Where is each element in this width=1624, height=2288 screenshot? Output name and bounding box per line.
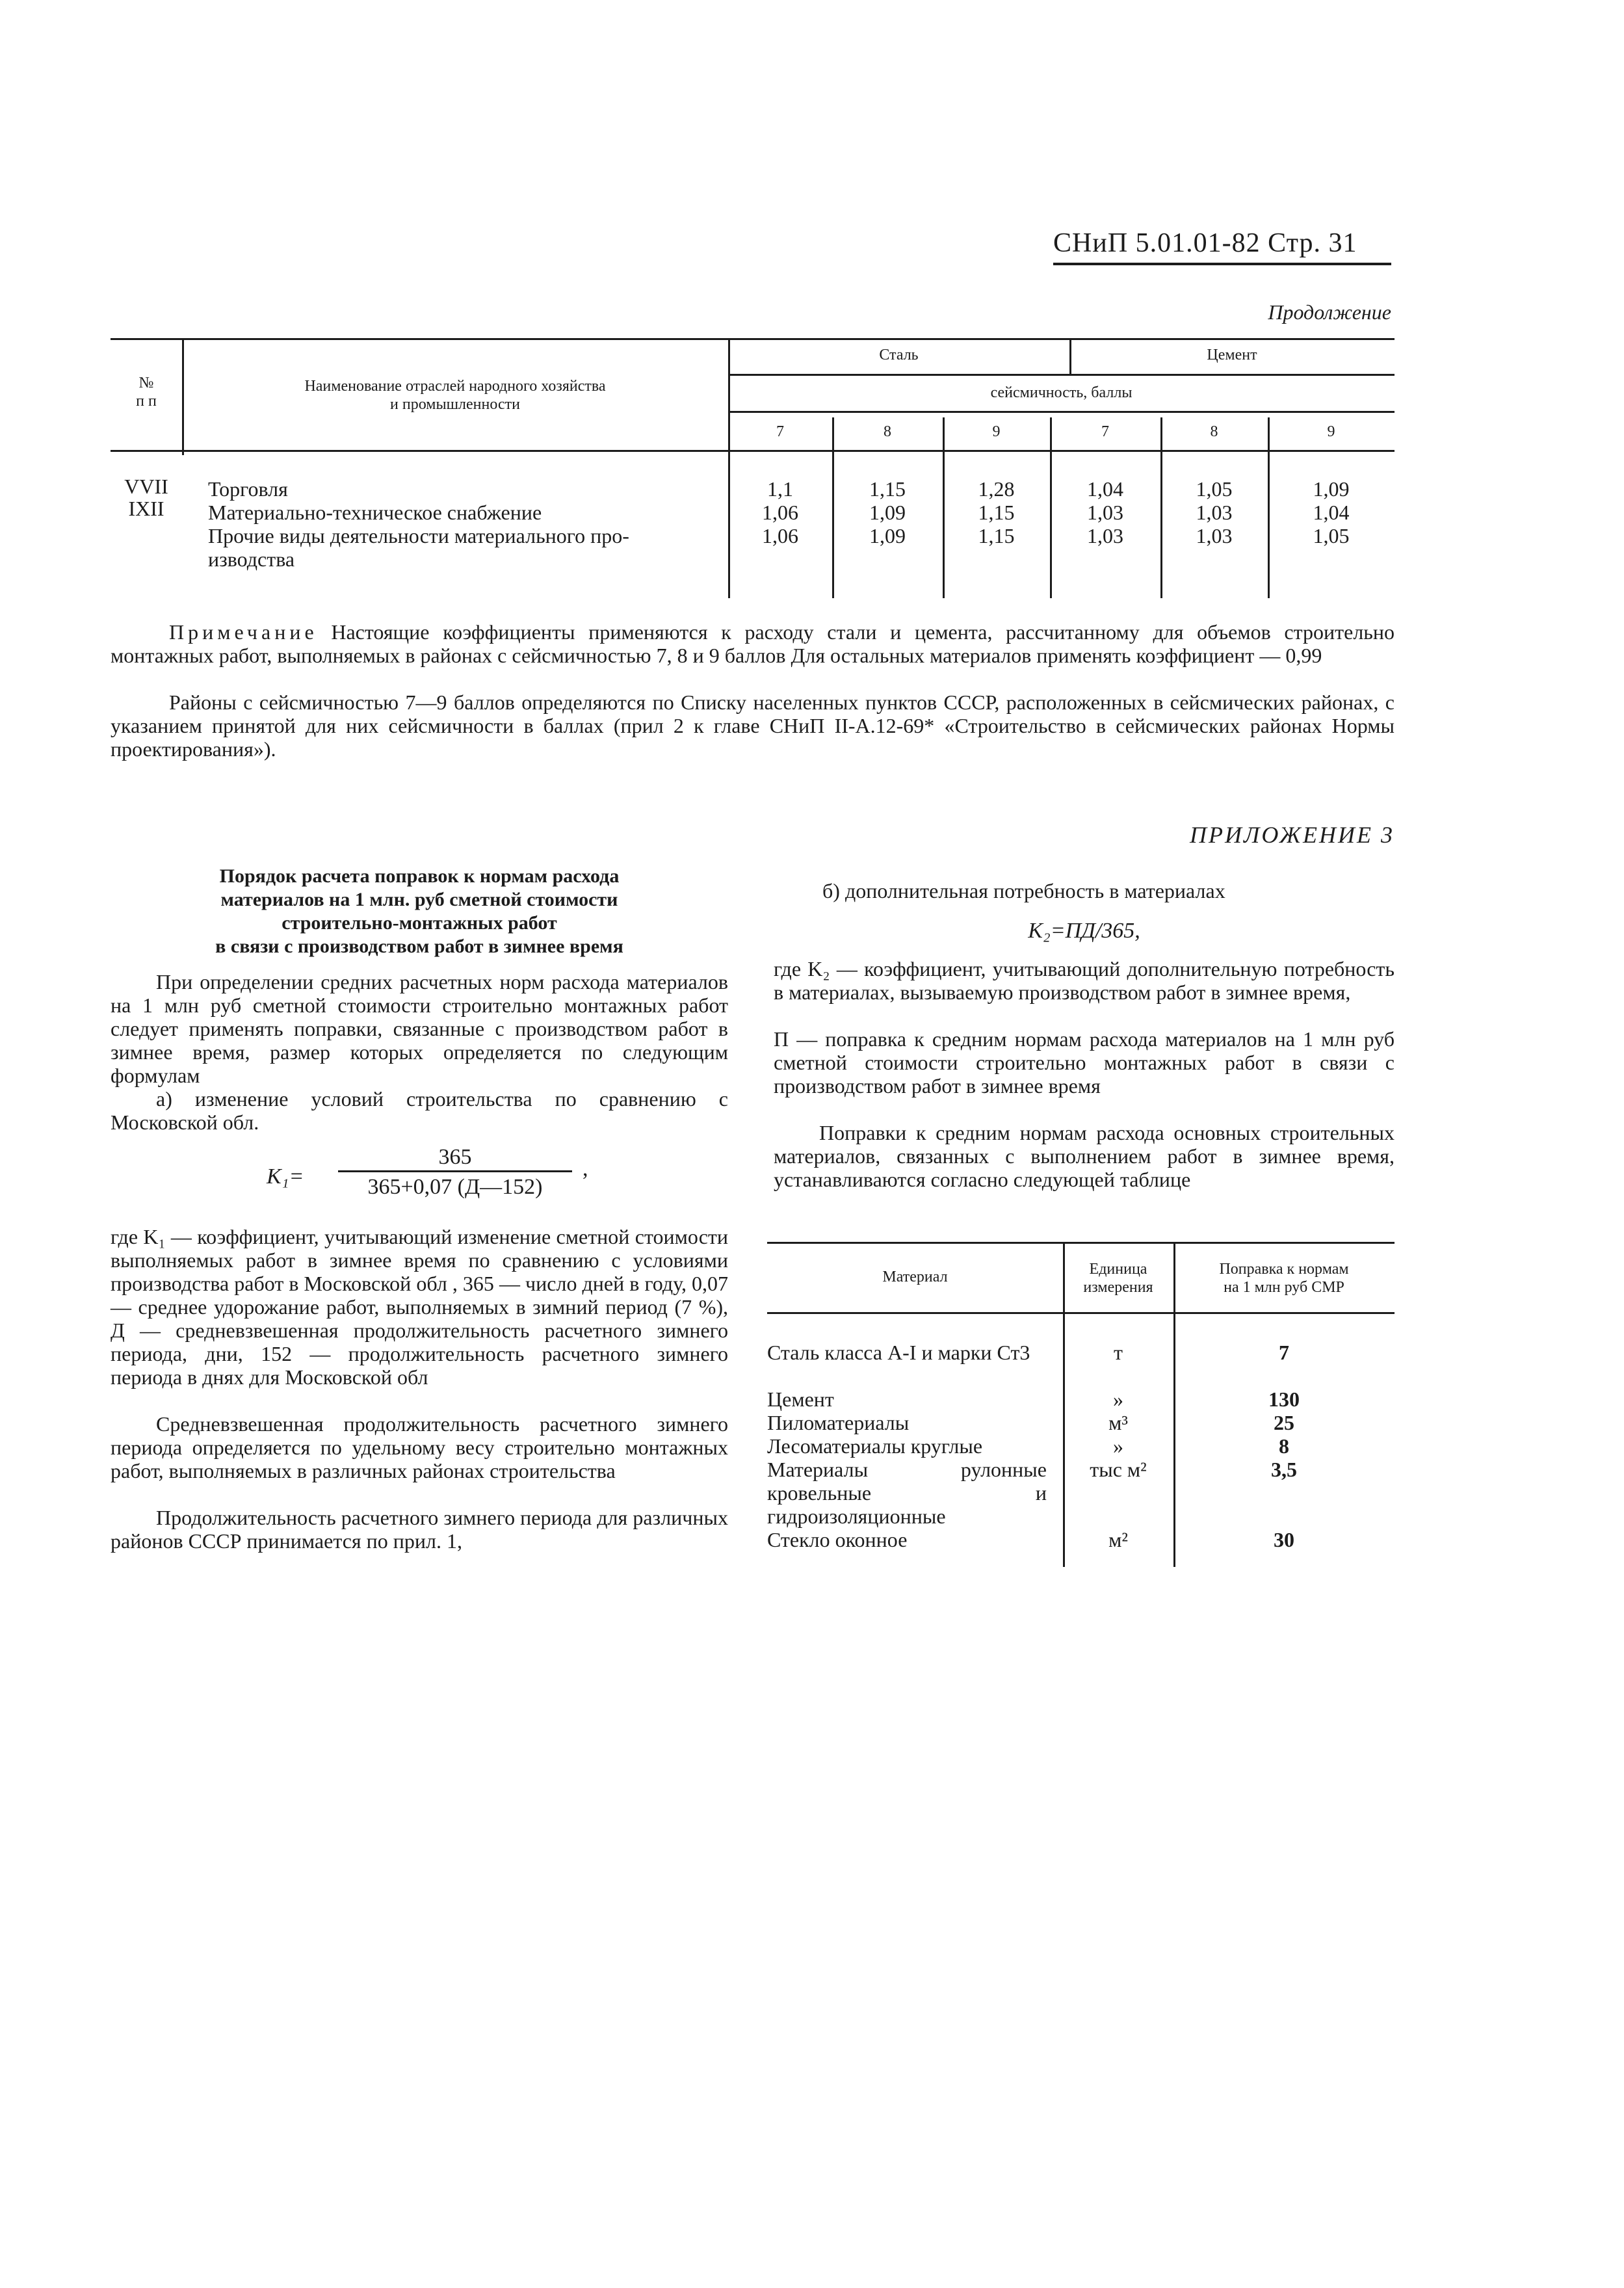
- materials-table: [767, 1242, 1395, 1567]
- table-cell: 1,1: [767, 477, 793, 501]
- body-paragraph: Средневзвешенная продолжительность расчетного зимнего периода определяется по удельному весу строительно монтажных работ, выполняемых в различных районах строительства: [111, 1412, 728, 1482]
- table-header-material: Материал: [882, 1269, 948, 1285]
- section-title-line: строительно-монтажных работ: [282, 912, 557, 934]
- material-name: Пиломатериалы: [767, 1411, 910, 1434]
- body-paragraph: При определении средних расчетных норм расхода материалов на 1 млн руб сметной стоимости строительно монтажных работ следует применять поправки, связанные с производством работ в зимнее время, размер которых определяется по следующим формулам: [111, 970, 728, 1087]
- table-cell: 1,05: [1313, 524, 1350, 547]
- table-header-name: Наименование отраслей народного хозяйства и промышленности: [304, 378, 606, 413]
- material-unit: тыс м²: [1090, 1458, 1147, 1481]
- material-name: Цемент: [767, 1387, 834, 1411]
- material-name: Материалы рулонные кровельные и гидроизоляционные: [767, 1458, 1047, 1528]
- table-header-unit: Единица измерения: [1083, 1261, 1153, 1296]
- material-value: 130: [1268, 1387, 1300, 1411]
- material-value: 25: [1274, 1411, 1294, 1434]
- table-cell: 1,03: [1087, 524, 1123, 547]
- table-row-num: IXII: [128, 497, 164, 520]
- material-name: Лесоматериалы круглые: [767, 1434, 983, 1458]
- material-unit: м³: [1108, 1411, 1128, 1434]
- table-cell: 1,03: [1196, 524, 1233, 547]
- material-unit: »: [1113, 1434, 1123, 1458]
- table-cell: 1,04: [1313, 501, 1350, 524]
- section-title-line: в связи с производством работ в зимнее время: [215, 936, 623, 957]
- material-value: 30: [1274, 1528, 1294, 1551]
- body-paragraph: б) дополнительная потребность в материалах: [822, 879, 1225, 902]
- table-header-correction: Поправка к нормам на 1 млн руб СМР: [1219, 1261, 1349, 1296]
- note-paragraph: [111, 620, 1395, 667]
- table-subheader-cell: 7: [1101, 423, 1109, 440]
- fraction-bar: [338, 1170, 572, 1172]
- table-cell: 1,03: [1196, 501, 1233, 524]
- formula-k1-lhs: K₁=: [267, 1164, 304, 1189]
- material-name: Стекло оконное: [767, 1528, 908, 1551]
- formula-k1-tail: ,: [583, 1157, 588, 1181]
- note-label: Примечание: [169, 620, 318, 644]
- table-header-steel: Сталь: [879, 347, 919, 363]
- formula-k1-numerator: 365: [438, 1145, 472, 1169]
- body-paragraph: где K₁ — коэффициент, учитывающий изменение сметной стоимости выполняемых работ в зимнее время по сравнению с условиями производства работ в Московской обл , 365 — число дней в году, 0,07 — среднее удорожание работ, выполняемых в зимний период (7 %), Д — средневзвешенная продолжительность расчетного зимнего периода, дни, 152 — продолжительность расчетного зимнего периода в днях для Московской обл: [111, 1225, 728, 1389]
- table-cell: 1,15: [978, 501, 1015, 524]
- appendix-label: ПРИЛОЖЕНИЕ 3: [1190, 822, 1395, 848]
- table-row-name: Торговля: [208, 477, 288, 501]
- note-paragraph-regions: Районы с сейсмичностью 7—9 баллов определяются по Списку населенных пунктов СССР, расположенных в сейсмических районах, с указанием принятой для них сейсмичности в баллах (прил 2 к главе СНиП II-А.12-69* «Строительство в сейсмических районах Нормы проектирования»).: [111, 690, 1395, 761]
- material-value: 7: [1279, 1341, 1289, 1364]
- note-text: Настоящие коэффициенты применяются к расходу стали и цемента, рассчитанному для объемов строительно монтажных работ, выполняемых в районах с сейсмичностью 7, 8 и 9 баллов Для остальных материалов применять коэффициент — 0,99: [111, 620, 1395, 667]
- formula-k1-denominator: 365+0,07 (Д—152): [367, 1175, 543, 1199]
- table-row-name: Прочие виды деятельности материального про- изводства: [208, 524, 629, 571]
- continuation-label: Продолжение: [1268, 300, 1391, 324]
- body-paragraph: а) изменение условий строительства по сравнению с Московской обл.: [111, 1087, 728, 1134]
- table-header-num: № п п: [136, 375, 157, 410]
- body-paragraph: Продолжительность расчетного зимнего периода для различных районов СССР принимается по прил. 1,: [111, 1506, 728, 1553]
- table-subheader-cell: 8: [884, 423, 891, 440]
- table-subheader-cell: 9: [992, 423, 1001, 440]
- header-rule: [1053, 263, 1391, 265]
- section-title-line: Порядок расчета поправок к нормам расхода: [219, 865, 620, 887]
- table-subheader-cell: 9: [1327, 423, 1335, 440]
- material-unit: т: [1114, 1341, 1123, 1364]
- table-cell: 1,04: [1087, 477, 1123, 501]
- body-paragraph: где K₂ — коэффициент, учитывающий дополнительную потребность в материалах, вызываемую производством работ в зимнее время,: [774, 957, 1395, 1004]
- table-header-seismic: сейсмичность, баллы: [990, 384, 1133, 401]
- material-unit: м²: [1108, 1528, 1128, 1551]
- material-unit: »: [1113, 1387, 1123, 1411]
- coefficient-table: [111, 338, 1395, 598]
- material-value: 8: [1279, 1434, 1289, 1458]
- table-cell: 1,09: [1313, 477, 1350, 501]
- table-subheader-cell: 8: [1210, 423, 1218, 440]
- formula-k2: K₂=ПД/365,: [1028, 919, 1140, 943]
- table-cell: 1,15: [978, 524, 1015, 547]
- table-cell: 1,15: [869, 477, 906, 501]
- table-cell: 1,06: [762, 524, 798, 547]
- material-value: 3,5: [1271, 1458, 1297, 1481]
- table-row-name: Материально-техническое снабжение: [208, 501, 542, 524]
- section-title-line: материалов на 1 млн. руб сметной стоимости: [220, 889, 618, 910]
- body-paragraph: Поправки к средним нормам расхода основных строительных материалов, связанных с выполнением работ в зимнее время, устанавливаются согласно следующей таблице: [774, 1121, 1395, 1191]
- table-cell: 1,05: [1196, 477, 1233, 501]
- body-paragraph: П — поправка к средним нормам расхода материалов на 1 млн руб сметной стоимости строительно монтажных работ в связи с производством работ в зимнее время: [774, 1027, 1395, 1098]
- document-reference: СНиП 5.01.01-82 Стр. 31: [1053, 228, 1357, 258]
- material-name: Сталь класса А-I и марки Ст3: [767, 1341, 1030, 1364]
- table-header-cement: Цемент: [1207, 347, 1257, 363]
- table-cell: 1,03: [1087, 501, 1123, 524]
- table-row-num: VVII: [124, 475, 168, 498]
- table-cell: 1,06: [762, 501, 798, 524]
- table-cell: 1,09: [869, 501, 906, 524]
- table-subheader-cell: 7: [776, 423, 784, 440]
- table-cell: 1,09: [869, 524, 906, 547]
- table-cell: 1,28: [978, 477, 1015, 501]
